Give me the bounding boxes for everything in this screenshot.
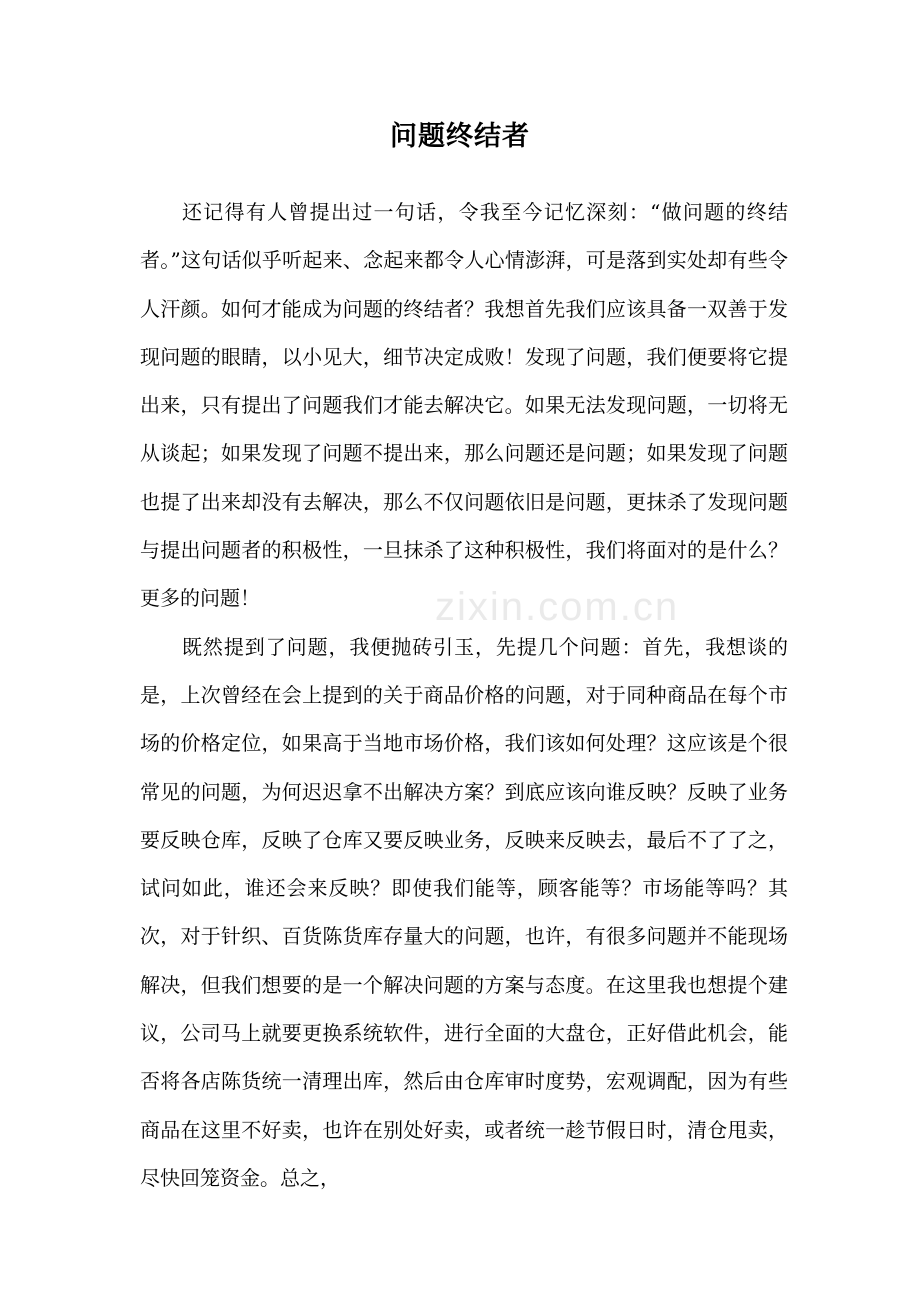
watermark: zixin.com.cn	[435, 585, 680, 629]
paragraph-2: 既然提到了问题，我便抛砖引玉，先提几个问题：首先，我想谈的是，上次曾经在会上提到的关于商品价格的问题，对于同种商品在每个市场的价格定位，如果高于当地市场价格，我们该如何处理？这应该是个很常见的问题，为何迟迟拿不出解决方案？到底应该向谁反映？反映了业务要反映仓库，反映了仓库又要反映业务，反映来反映去，最后不了了之，试问如此，谁还会来反映？即使我们能等，顾客能等？市场能等吗？其次，对于针织、百货陈货库存量大的问题，也许，有很多问题并不能现场解决，但我们想要的是一个解决问题的方案与态度。在这里我也想提个建议，公司马上就要更换系统软件，进行全面的大盘仓，正好借此机会，能否将各店陈货统一清理出库，然后由仓库审时度势，宏观调配，因为有些商品在这里不好卖，也许在别处好卖，或者统一趁节假日时，清仓甩卖，尽快回笼资金。总之，	[140, 634, 788, 1190]
paragraph-1: 还记得有人曾提出过一句话，令我至今记忆深刻：“做问题的终结者。”这句话似乎听起来、念起来都令人心情澎湃，可是落到实处却有些令人汗颜。如何才能成为问题的终结者？我想首先我们应该具备一双善于发现问题的眼睛，以小见大，细节决定成败！发现了问题，我们便要将它提出来，只有提出了问题我们才能去解决它。如果无法发现问题，一切将无从谈起；如果发现了问题不提出来，那么问题还是问题；如果发现了问题也提了出来却没有去解决，那么不仅问题依旧是问题，更抹杀了发现问题与提出问题者的积极性，一旦抹杀了这种积极性，我们将面对的是什么？更多的问题！	[140, 200, 788, 611]
document-body	[140, 188, 788, 1202]
document-title: 问题终结者	[390, 121, 530, 152]
